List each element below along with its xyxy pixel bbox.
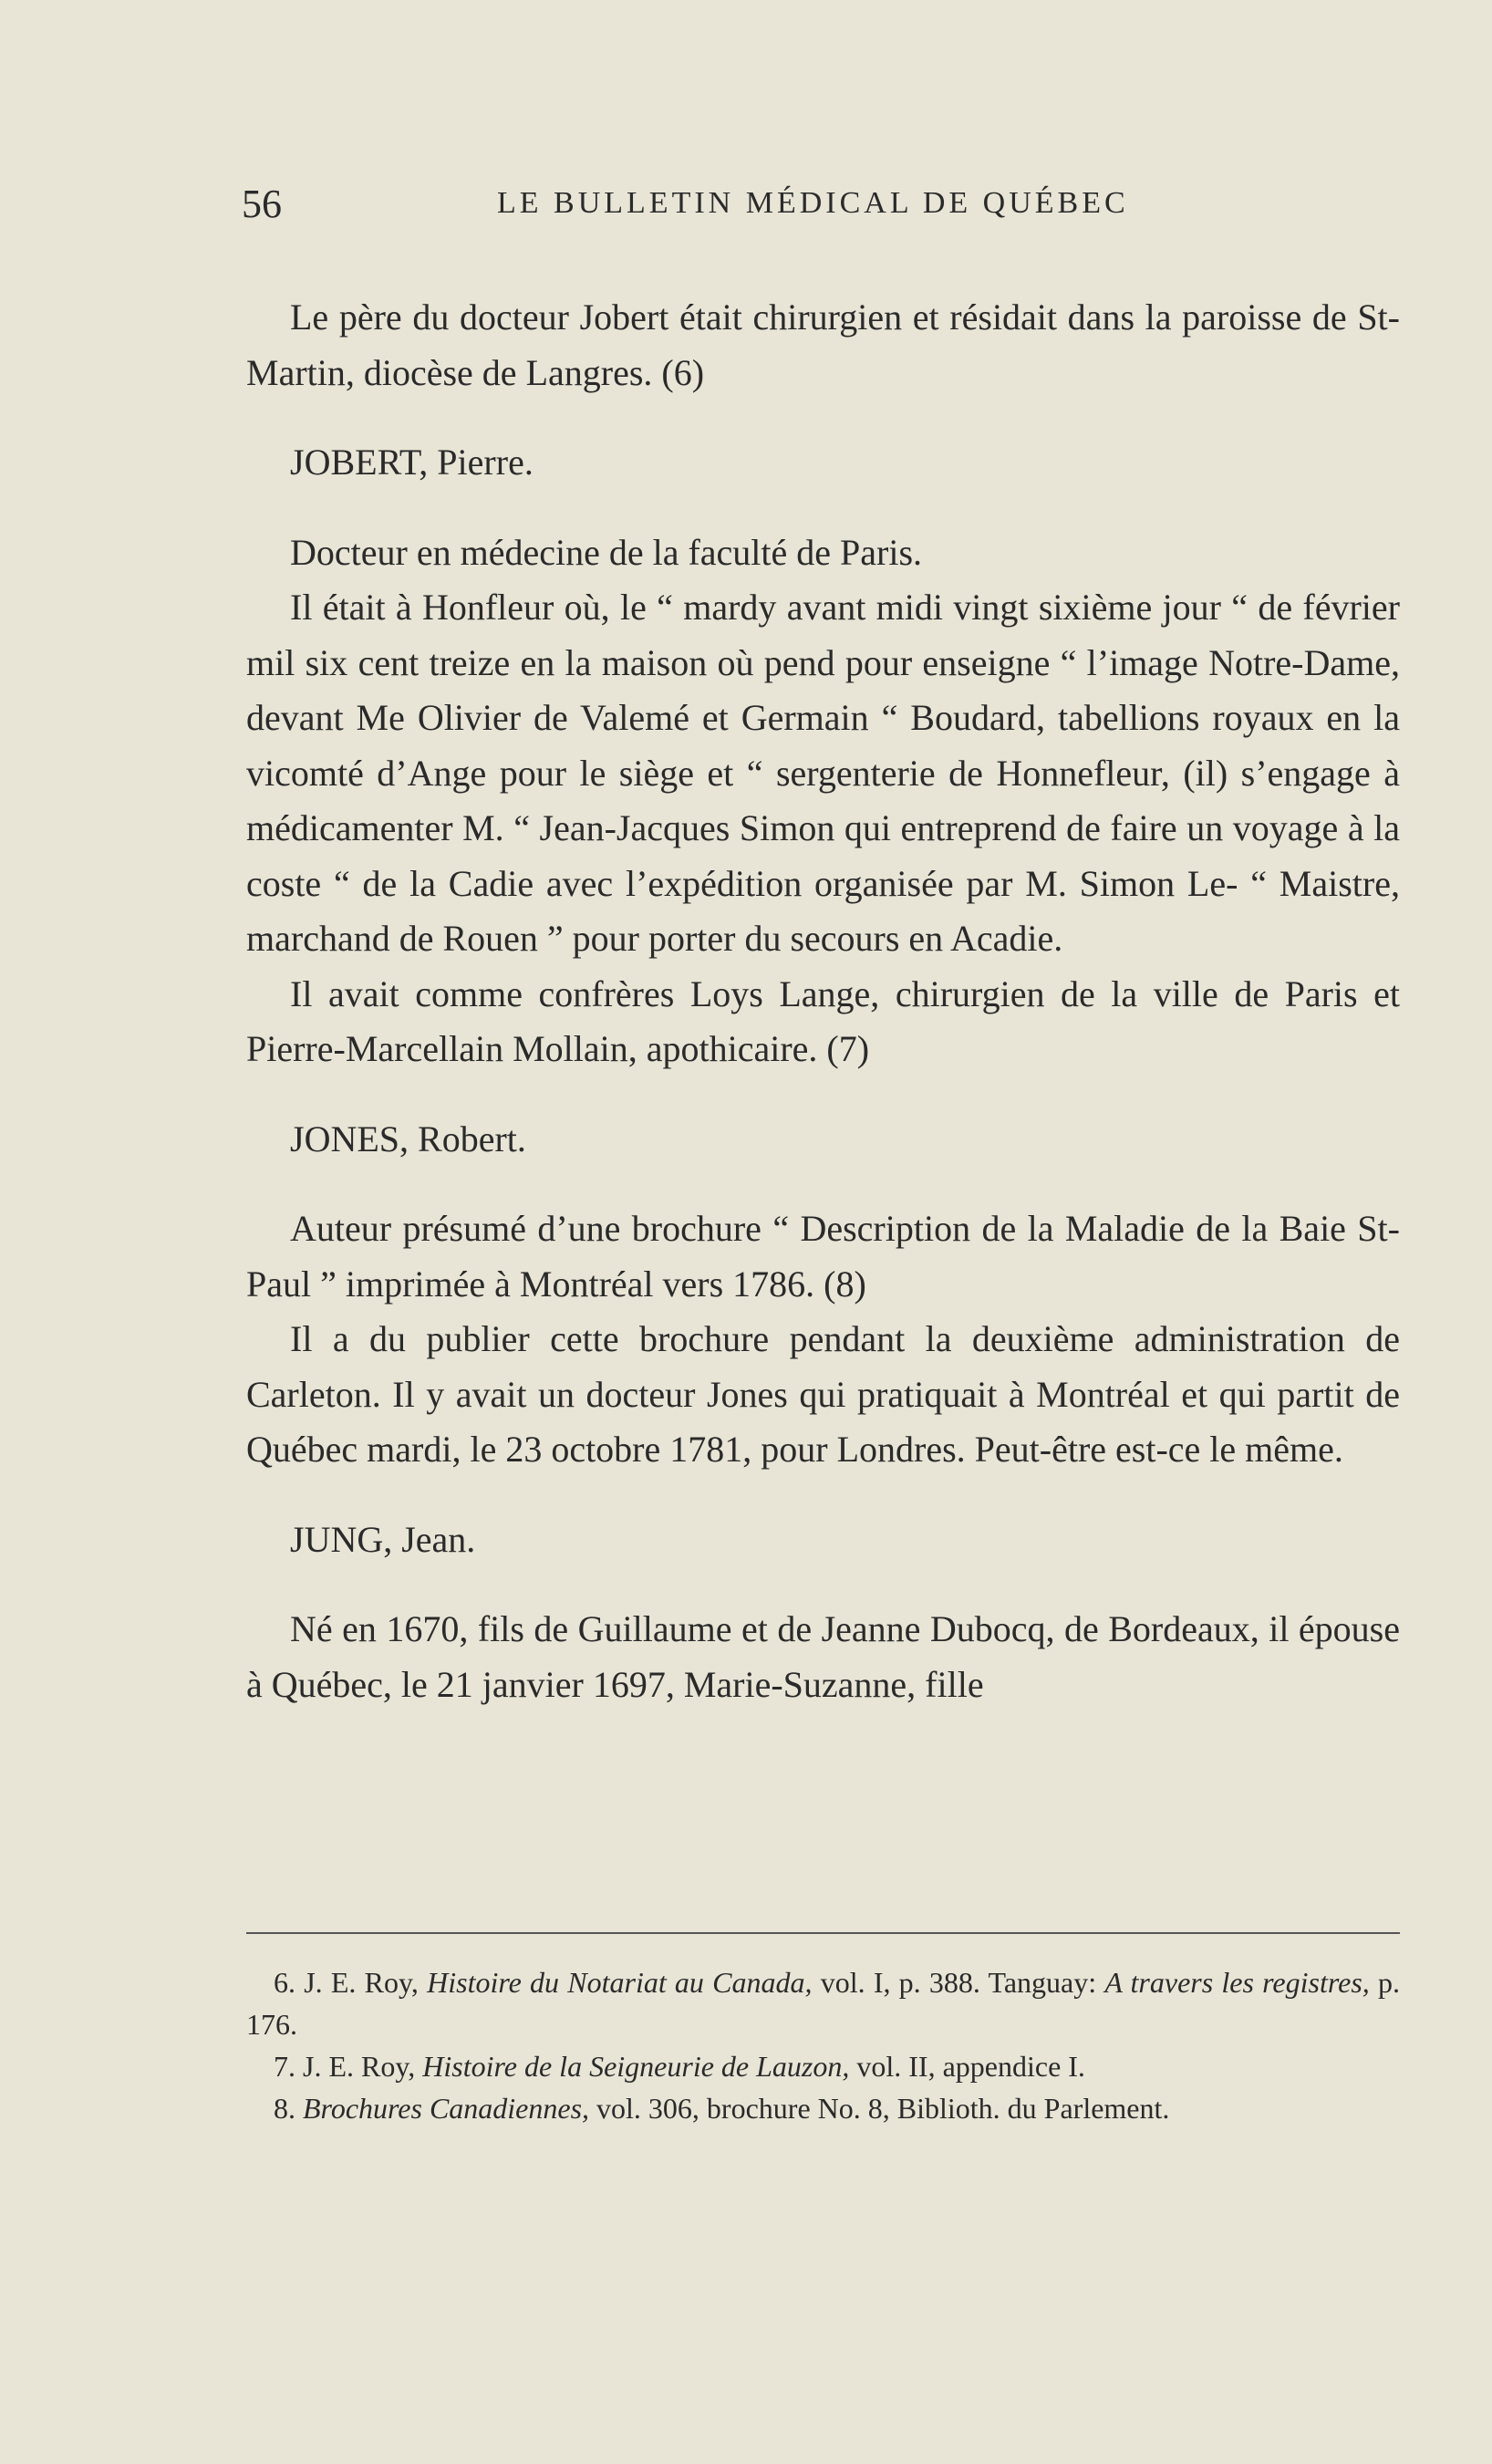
entry-heading-jung: JUNG, Jean. — [290, 1518, 476, 1560]
paragraph: Auteur présumé d’une brochure “ Description de la Maladie de la Baie St-Paul ” imprimée à Montréal vers 1786. (8) — [246, 1208, 1400, 1305]
footnote-6-page: p. 176. — [246, 1966, 1401, 2041]
footnotes — [246, 1961, 1400, 2129]
footnote-divider — [246, 1932, 1400, 1934]
page-number: 56 — [242, 182, 282, 226]
footnote-8 — [246, 2087, 1400, 2129]
footnote-8-detail: vol. 306, brochure No. 8, Biblioth. du Parlement. — [589, 2092, 1170, 2125]
footnote-6-title-2: A travers les registres, — [1104, 1966, 1370, 1999]
paragraph: Le père du docteur Jobert était chirurgien et résidait dans la paroisse de St-Martin, diocèse de Langres. (6) — [246, 296, 1400, 393]
footnote-7 — [246, 2045, 1400, 2087]
paragraph: Il a du publier cette brochure pendant la deuxième administration de Carleton. Il y avait un docteur Jones qui pratiquait à Montréal et qui partit de Québec mardi, le 23 octobre 1781, pour Londres. Peut-être est-ce le même. — [246, 1318, 1400, 1470]
footnote-6 — [246, 1961, 1400, 2045]
entry-heading-jones: JONES, Robert. — [290, 1118, 526, 1159]
footnote-8-number: 8. — [274, 2092, 303, 2125]
body-text — [246, 290, 1400, 1712]
page-header — [242, 181, 1400, 235]
paragraph: Né en 1670, fils de Guillaume et de Jeanne Dubocq, de Bordeaux, il épouse à Québec, le 21 janvier 1697, Marie-Suzanne, fille — [246, 1608, 1400, 1705]
paragraph: Docteur en médecine de la faculté de Paris. — [290, 531, 923, 573]
entry-heading-jobert: JOBERT, Pierre. — [290, 442, 534, 483]
footnote-6-detail: vol. I, p. 388. Tanguay: — [812, 1966, 1105, 1999]
footnote-7-author: 7. J. E. Roy, — [274, 2050, 423, 2083]
footnote-6-author: 6. J. E. Roy, — [274, 1966, 428, 1999]
footnote-7-detail: vol. II, appendice I. — [849, 2050, 1085, 2083]
footnote-8-title: Brochures Canadiennes, — [303, 2092, 590, 2125]
footnote-6-title: Histoire du Notariat au Canada, — [427, 1966, 813, 1999]
paragraph: Il était à Honfleur où, le “ mardy avant midi vingt sixième jour “ de février mil six cent treize en la maison où pend pour enseigne “ l’image Notre-Dame, devant Me Olivier de Valemé et Germain “ Boudard, tabellions royaux en la vicomté d’Ange pour le siège et “ sergenterie de Honnefleur, (il) s’engage à médicamenter M. “ Jean-Jacques Simon qui entreprend de faire un voyage à la coste “ de la Cadie avec l’expédition organisée par M. Simon Le- “ Maistre, marchand de Rouen ” pour porter du secours en Acadie. — [246, 587, 1400, 959]
paragraph: Il avait comme confrères Loys Lange, chirurgien de la ville de Paris et Pierre-Marcellain Mollain, apothicaire. (7) — [246, 972, 1400, 1069]
footnote-7-title: Histoire de la Seigneurie de Lauzon, — [422, 2050, 850, 2083]
running-head: LE BULLETIN MÉDICAL DE QUÉBEC — [497, 186, 1129, 220]
